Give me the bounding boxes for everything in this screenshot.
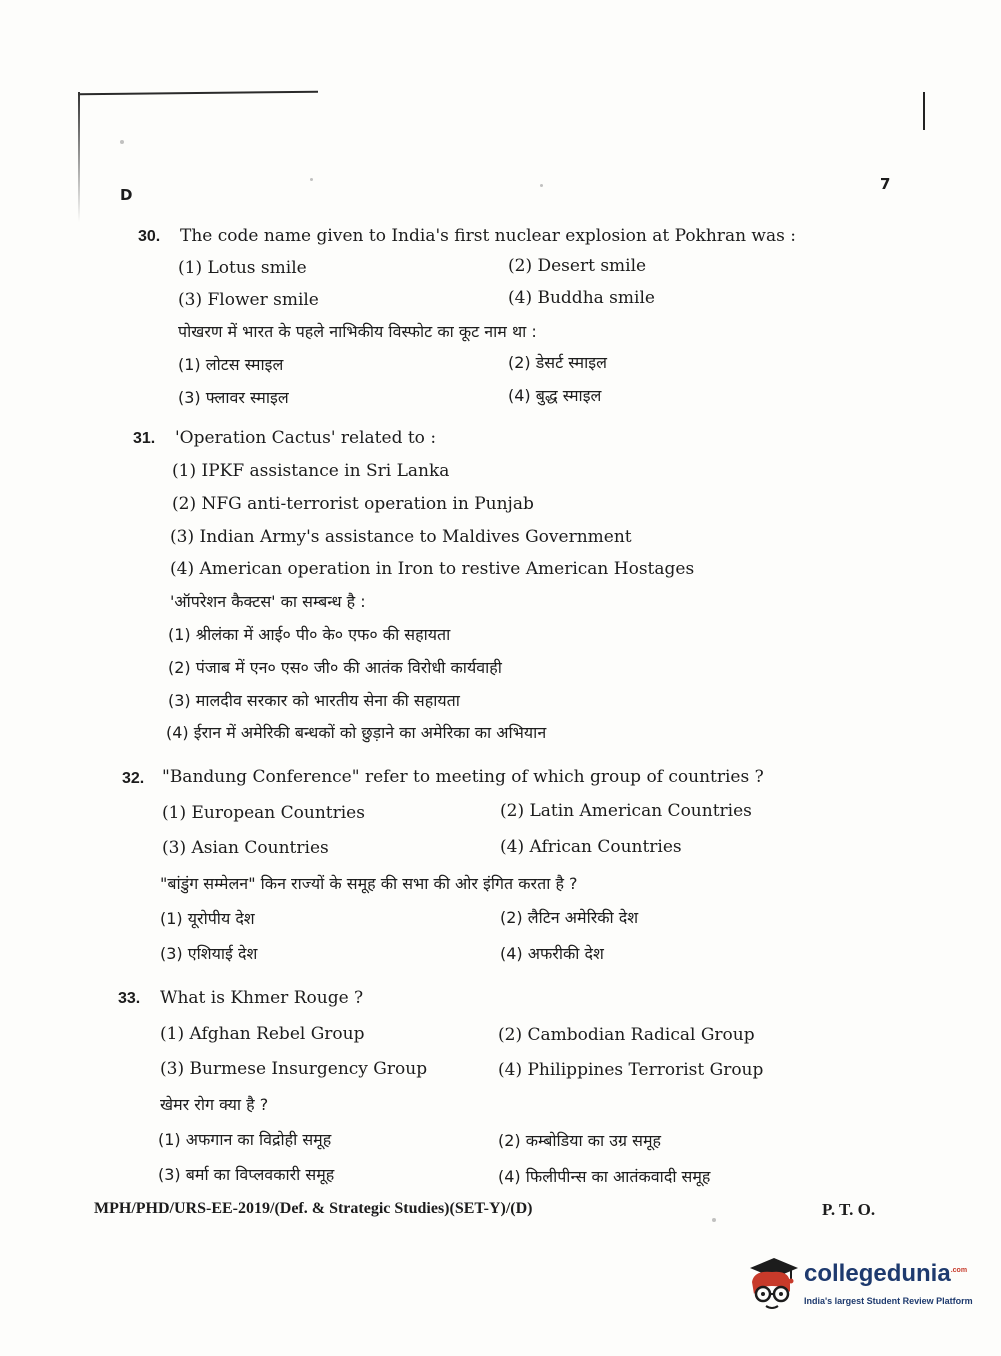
option-en: (3) Asian Countries bbox=[162, 838, 329, 858]
paper-code: MPH/PHD/URS-EE-2019/(Def. & Strategic Studies)(SET-Y)/(D) bbox=[94, 1200, 533, 1217]
option-hi: (3) एशियाई देश bbox=[160, 944, 258, 963]
option-en: (2) Desert smile bbox=[508, 256, 647, 276]
option-en: (2) Cambodian Radical Group bbox=[498, 1025, 755, 1045]
graduate-mascot-icon bbox=[744, 1252, 800, 1312]
question-number: 33. bbox=[118, 990, 141, 1007]
option-hi: (3) बर्मा का विप्लवकारी समूह bbox=[158, 1165, 335, 1184]
option-hi: (1) अफगान का विद्रोही समूह bbox=[158, 1130, 332, 1149]
logo-tagline: India's largest Student Review Platform bbox=[804, 1296, 973, 1306]
option-en: (3) Indian Army's assistance to Maldives Government bbox=[170, 527, 632, 547]
question-text-en: 'Operation Cactus' related to : bbox=[175, 428, 437, 448]
scan-border-right bbox=[923, 92, 925, 130]
question-text-hi: "बांडुंग सम्मेलन" किन राज्यों के समूह की सभा की ओर इंगित करता है ? bbox=[160, 874, 578, 893]
pto-label: P. T. O. bbox=[822, 1200, 876, 1219]
question-text-en: "Bandung Conference" refer to meeting of which group of countries ? bbox=[162, 767, 764, 787]
option-hi: (2) लैटिन अमेरिकी देश bbox=[500, 908, 639, 927]
page-number: 7 bbox=[880, 175, 891, 193]
option-hi: (3) मालदीव सरकार को भारतीय सेना की सहायता bbox=[168, 691, 460, 710]
option-en: (4) American operation in Iron to restive American Hostages bbox=[170, 559, 695, 579]
option-hi: (2) कम्बोडिया का उग्र समूह bbox=[498, 1131, 662, 1150]
question-number: 32. bbox=[122, 770, 145, 787]
option-hi: (1) लोटस स्माइल bbox=[178, 355, 284, 374]
collegedunia-logo bbox=[744, 1252, 974, 1316]
option-hi: (1) श्रीलंका में आई० पी० के० एफ० की सहायता bbox=[168, 625, 451, 644]
option-hi: (3) फ्लावर स्माइल bbox=[178, 388, 289, 407]
option-hi: (4) अफरीकी देश bbox=[500, 944, 604, 963]
option-hi: (4) ईरान में अमेरिकी बन्धकों को छुड़ाने का अमेरिका का अभियान bbox=[166, 723, 547, 742]
option-en: (4) Philippines Terrorist Group bbox=[498, 1060, 764, 1080]
question-text-en: What is Khmer Rouge ? bbox=[160, 988, 364, 1008]
option-en: (2) NFG anti-terrorist operation in Punjab bbox=[172, 494, 534, 514]
option-hi: (4) फिलीपीन्स का आतंकवादी समूह bbox=[498, 1167, 711, 1186]
scan-border-left bbox=[78, 92, 80, 222]
option-en: (1) IPKF assistance in Sri Lanka bbox=[172, 461, 450, 481]
option-en: (4) Buddha smile bbox=[508, 288, 655, 308]
scan-border-top bbox=[78, 91, 318, 96]
set-letter: D bbox=[120, 186, 133, 204]
scan-speck bbox=[310, 178, 313, 181]
option-en: (3) Burmese Insurgency Group bbox=[160, 1059, 428, 1079]
option-hi: (2) पंजाब में एन० एस० जी० की आतंक विरोधी कार्यवाही bbox=[168, 658, 502, 677]
scan-speck bbox=[540, 184, 543, 187]
question-number: 31. bbox=[133, 430, 156, 447]
option-en: (2) Latin American Countries bbox=[500, 801, 752, 821]
option-en: (3) Flower smile bbox=[178, 290, 319, 310]
logo-domain: .com bbox=[950, 1267, 968, 1274]
option-hi: (2) डेसर्ट स्माइल bbox=[508, 353, 607, 372]
question-number: 30. bbox=[138, 228, 161, 245]
option-hi: (1) यूरोपीय देश bbox=[160, 909, 255, 928]
question-text-hi: खेमर रोग क्या है ? bbox=[160, 1095, 269, 1114]
question-text-en: The code name given to India's first nuclear explosion at Pokhran was : bbox=[180, 226, 796, 246]
logo-name: collegedunia bbox=[804, 1260, 951, 1287]
option-hi: (4) बुद्ध स्माइल bbox=[508, 386, 602, 405]
option-en: (4) African Countries bbox=[500, 837, 682, 857]
option-en: (1) European Countries bbox=[162, 803, 365, 823]
question-text-hi: 'ऑपरेशन कैक्टस' का सम्बन्ध है : bbox=[170, 592, 366, 611]
scan-speck bbox=[120, 140, 124, 144]
question-text-hi: पोखरण में भारत के पहले नाभिकीय विस्फोट का कूट नाम था : bbox=[178, 322, 537, 341]
option-en: (1) Lotus smile bbox=[178, 258, 307, 278]
option-en: (1) Afghan Rebel Group bbox=[160, 1024, 365, 1044]
scan-speck bbox=[712, 1218, 716, 1222]
